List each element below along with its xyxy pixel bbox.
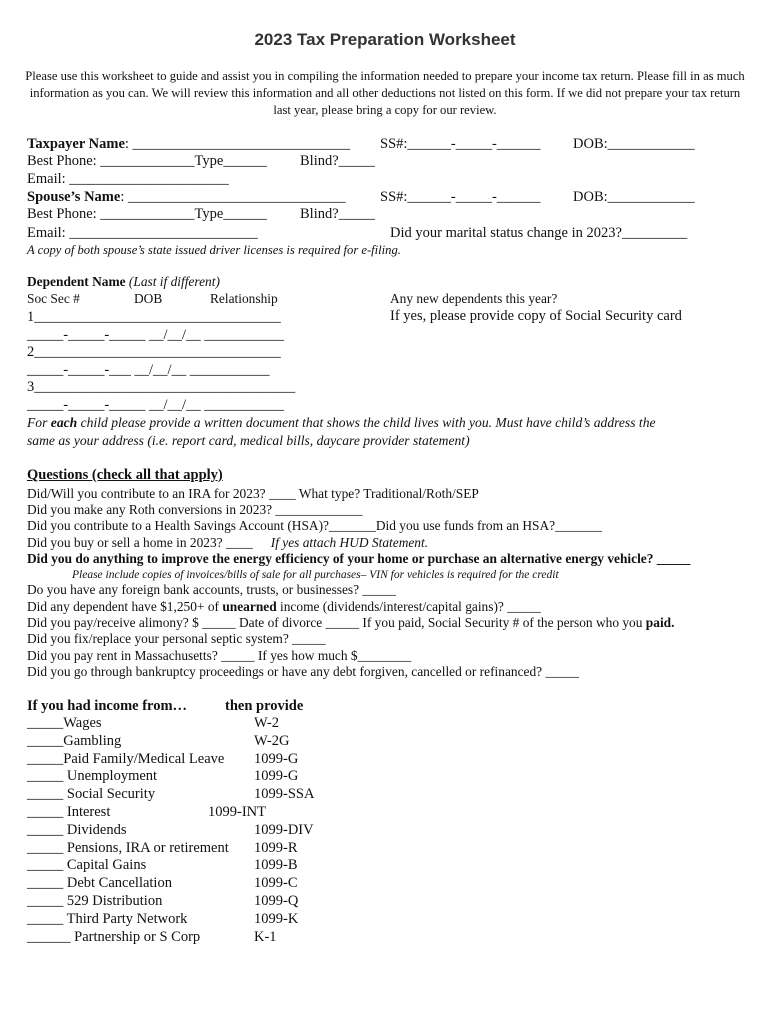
dependent-header-note: (Last if different) — [125, 274, 220, 289]
col-relationship-label: Relationship — [210, 291, 278, 306]
question-home-text: Did you buy or sell a home in 2023? ____ — [27, 535, 253, 550]
spouse-name-field[interactable]: : ______________________________ — [120, 189, 346, 205]
question-rent[interactable]: Did you pay rent in Massachusetts? _____ If yes how much $________ — [27, 648, 412, 663]
dependent-header — [27, 274, 220, 290]
question-hsa[interactable]: Did you contribute to a Health Savings Account (HSA)?_______Did you use funds from an HSA?_______ — [27, 518, 602, 533]
questions-header: Questions (check all that apply) — [27, 467, 223, 483]
spouse-email-field[interactable]: Email: __________________________ — [27, 225, 258, 241]
taxpayer-name-row — [27, 136, 350, 152]
marital-status-field[interactable]: Did your marital status change in 2023?_________ — [390, 225, 688, 241]
income-item-label[interactable]: _____ Dividends — [27, 821, 127, 838]
dependent-2-detail-field[interactable]: _____-_____-___ __/__/__ ___________ — [27, 362, 270, 378]
income-item-label[interactable]: _____Paid Family/Medical Leave — [27, 750, 225, 767]
license-note: A copy of both spouse’s state issued driver licenses is required for e-filing. — [27, 243, 401, 257]
income-header-left: If you had income from… — [27, 698, 188, 714]
income-item-label[interactable]: _____ 529 Distribution — [27, 893, 163, 909]
income-item-form: W-2G — [254, 732, 290, 749]
question-home-note: If yes attach HUD Statement. — [270, 535, 429, 550]
col-ssn-label: Soc Sec # — [27, 291, 80, 306]
question-alimony-bold: paid. — [645, 615, 675, 630]
page-title: 2023 Tax Preparation Worksheet — [254, 30, 516, 49]
new-dependents-question: Any new dependents this year? — [390, 291, 558, 306]
income-item-label[interactable]: _____Wages — [27, 715, 102, 731]
income-item-label[interactable]: _____ Unemployment — [27, 768, 158, 785]
income-item-form: 1099-INT — [208, 804, 266, 820]
income-item-label[interactable]: ______ Partnership or S Corp — [27, 928, 201, 945]
income-item-label[interactable]: _____ Social Security — [27, 786, 156, 803]
spouse-phone-field[interactable]: Best Phone: _____________Type______ — [27, 206, 267, 222]
income-item-label[interactable]: _____Gambling — [27, 732, 122, 749]
income-item-form: 1099-Q — [254, 893, 299, 909]
dependent-note-line2: same as your address (i.e. report card, medical bills, daycare provider statement) — [27, 433, 470, 448]
taxpayer-dob-field[interactable]: DOB:____________ — [573, 136, 695, 152]
income-header-right: then provide — [225, 698, 304, 714]
col-dob-label: DOB — [134, 291, 163, 306]
intro-paragraph: Please use this worksheet to guide and assist you in compiling the information needed to prepare your income tax return. Please fill in as much information as you can. We will review this information and all other deductions not listed on this form. If we did not prepare your tax return last year, please bring a copy for our review. — [25, 69, 745, 117]
dependent-2-name-field[interactable]: 2__________________________________ — [27, 344, 281, 360]
spouse-ss-field[interactable]: SS#:______-_____-______ — [380, 189, 541, 205]
income-item-form: 1099-K — [254, 910, 299, 927]
dependent-1-name-field[interactable]: 1__________________________________ — [27, 309, 281, 325]
dependent-note-line1 — [27, 415, 656, 431]
question-alimony-text: Did you pay/receive alimony? $ _____ Date of divorce _____ If you paid, Social Security # of the person who you — [27, 615, 646, 630]
spouse-name-row — [27, 189, 345, 205]
taxpayer-name-label: Taxpayer Name — [27, 136, 125, 152]
income-item-form: 1099-G — [254, 750, 299, 767]
dependent-3-name-field[interactable]: 3____________________________________ — [27, 379, 296, 395]
taxpayer-name-field[interactable]: : ______________________________ — [124, 136, 351, 152]
income-item-label[interactable]: _____ Third Party Network — [27, 910, 188, 927]
income-item-label[interactable]: _____ Debt Cancellation — [27, 875, 172, 892]
dependent-1-detail-field[interactable]: _____-_____-_____ __/__/__ ___________ — [27, 327, 284, 343]
dependent-note-text: child please provide a written document that shows the child lives with you. Must have child’s address the — [77, 415, 656, 430]
question-home[interactable] — [27, 535, 428, 551]
income-item-form: K-1 — [254, 928, 277, 945]
taxpayer-blind-field[interactable]: Blind?_____ — [300, 153, 375, 169]
income-item-label[interactable]: _____ Interest — [27, 804, 111, 820]
dependent-header-label: Dependent Name — [27, 274, 126, 289]
taxpayer-phone-field[interactable]: Best Phone: _____________Type______ — [27, 153, 267, 169]
income-item-form: 1099-G — [254, 768, 299, 785]
spouse-name-label: Spouse’s Name — [27, 189, 121, 205]
income-item-form: 1099-DIV — [254, 821, 314, 838]
dependent-3-detail-field[interactable]: _____-_____-_____ __/__/__ ___________ — [27, 397, 284, 413]
question-ira[interactable]: Did/Will you contribute to an IRA for 2023? ____ What type? Traditional/Roth/SEP — [27, 486, 479, 501]
income-item-form: 1099-C — [254, 875, 298, 892]
income-item-form: 1099-B — [254, 857, 298, 874]
income-item-form: 1099-R — [254, 839, 298, 856]
dependent-note-bold: each — [50, 415, 78, 430]
question-unearned-bold: unearned — [222, 599, 277, 614]
question-unearned-rest: income (dividends/interest/capital gains)? _____ — [276, 599, 541, 614]
question-dependent-unearned[interactable] — [27, 599, 541, 615]
question-energy-note: Please include copies of invoices/bills of sale for all purchases– VIN for vehicles is required for the credit — [72, 569, 559, 581]
new-dependents-note: If yes, please provide copy of Social Security card — [390, 308, 682, 324]
question-alimony[interactable] — [27, 615, 674, 631]
income-item-label[interactable]: _____ Pensions, IRA or retirement — [27, 839, 229, 856]
question-foreign-accounts[interactable]: Do you have any foreign bank accounts, trusts, or businesses? _____ — [27, 582, 396, 597]
spouse-blind-field[interactable]: Blind?_____ — [300, 206, 375, 222]
question-septic[interactable]: Did you fix/replace your personal septic system? _____ — [27, 631, 326, 646]
question-roth[interactable]: Did you make any Roth conversions in 2023? _____________ — [27, 502, 363, 517]
taxpayer-email-field[interactable]: Email: ______________________ — [27, 171, 229, 187]
income-item-form: W-2 — [254, 715, 279, 731]
question-unearned-text: Did any dependent have $1,250+ of — [27, 599, 223, 614]
question-energy[interactable]: Did you do anything to improve the energy efficiency of your home or purchase an alternative energy vehicle? _____ — [27, 551, 691, 566]
taxpayer-ss-field[interactable]: SS#:______-_____-______ — [380, 136, 541, 152]
question-bankruptcy[interactable]: Did you go through bankruptcy proceedings or have any debt forgiven, cancelled or refinanced? _____ — [27, 664, 579, 679]
spouse-dob-field[interactable]: DOB:____________ — [573, 189, 695, 205]
income-item-form: 1099-SSA — [254, 786, 315, 803]
income-item-label[interactable]: _____ Capital Gains — [27, 857, 147, 874]
dependent-note-pre: For — [27, 415, 51, 430]
